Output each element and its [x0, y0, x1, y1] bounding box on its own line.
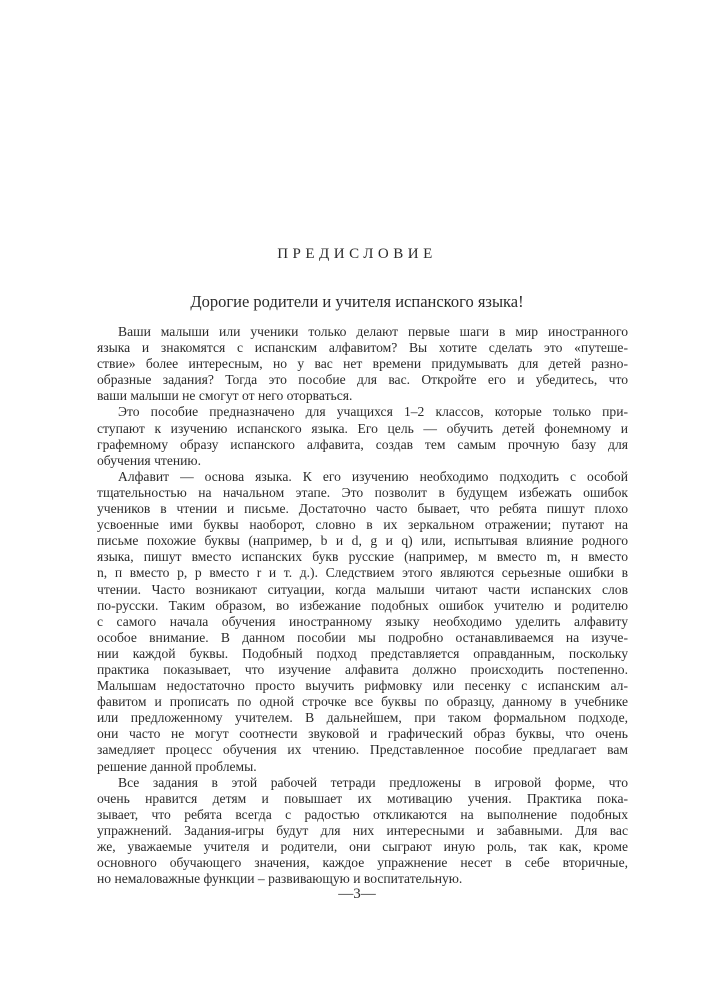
text-line: Все задания в этой рабочей тетради предложены в игровой форме, что: [118, 774, 628, 790]
text-line: особое внимание. В данном пособии мы подробно останавливаемся на изуче-: [97, 629, 628, 645]
text-line: же, уважаемые учителя и родители, они сыграют иную роль, так как, кроме: [97, 839, 628, 854]
text-line: ствие» более интересным, но у вас нет времени придумывать для детей разно-: [97, 356, 628, 372]
text-line: нии каждой буквы. Подобный подход представляется оправданным, поскольку: [97, 645, 628, 661]
text-line: но немаловажные функции – развивающую и воспитательную.: [97, 871, 463, 887]
text-line: Алфавит — основа языка. К его изучению необходимо подходить с особой: [118, 468, 628, 484]
text-line: языка и знакомятся с испанским алфавитом? Вы хотите сделать это «путеше-: [97, 340, 628, 356]
page-number: —3—: [338, 886, 376, 902]
text-line: ваши малыши не смогут от него оторваться.: [97, 388, 353, 404]
text-line: Ваши малыши или ученики только делают первые шаги в мир иностранного: [118, 324, 628, 339]
page-heading: ПРЕДИСЛОВИЕ: [277, 246, 437, 262]
paragraph: [97, 324, 628, 404]
text-line: основного обучающего значения, каждое упражнение несет в себе вторичные,: [97, 855, 628, 871]
text-line: образные задания? Тогда это пособие для вас. Откройте его и убедитесь, что: [97, 372, 628, 388]
page-subtitle: Дорогие родители и учителя испанского языка!: [190, 292, 524, 311]
text-line: письме похожие буквы (например, b и d, g и q) или, испытывая влияние родного: [97, 533, 628, 549]
text-line: обучения чтению.: [97, 452, 201, 468]
paragraph: [97, 469, 628, 775]
text-line: замедляет процесс обучения их чтению. Представленное пособие предлагает вам: [97, 742, 628, 758]
text-line: языка, пишут вместо испанских букв русские (например, м вместо m, н вместо: [97, 549, 628, 565]
text-line: по-русски. Таким образом, во избежание подобных ошибок учителю и родителю: [97, 597, 628, 613]
text-line: графемному образу испанского алфавита, создав тем самым прочную базу для: [97, 436, 628, 452]
paragraph: [97, 775, 628, 888]
text-line: n, п вместо p, р вместо r и т. д.). Следствием этого являются серьезные ошибки в: [97, 565, 628, 581]
text-line: с самого начала обучения иностранному языку необходимо уделить алфавиту: [97, 613, 628, 629]
text-line: зывает, что ребята всегда с радостью откликаются на выполнение подобных: [97, 806, 628, 822]
text-line: тщательностью на начальном этапе. Это позволит в будущем избежать ошибок: [97, 484, 628, 500]
text-line: практика показывает, что изучение алфавита должно происходить постепенно.: [97, 661, 628, 677]
text-line: Это пособие предназначено для учащихся 1–2 классов, которые только при-: [118, 404, 628, 420]
text-line: фавитом и прописать по одной строчке все буквы по образцу, данному в учебнике: [97, 694, 628, 710]
text-line: чтении. Часто возникают ситуации, когда малыши читают части испанских слов: [97, 581, 628, 597]
text-line: решение данной проблемы.: [97, 758, 257, 774]
text-line: ступают к изучению испанского языка. Его цель — обучить детей фонемному и: [97, 420, 628, 436]
body-text: [97, 324, 628, 887]
text-line: или предложенному учителем. В дальнейшем, при таком формальном подходе,: [97, 710, 628, 726]
text-line: упражнений. Задания-игры будут для них интересными и забавными. Для вас: [97, 822, 628, 838]
text-line: учеников в чтении и письме. Достаточно часто бывает, что ребята пишут плохо: [97, 501, 628, 517]
text-line: очень нравится детям и повышает их мотивацию учения. Практика пока-: [97, 790, 628, 806]
text-line: они часто не могут соотнести звуковой и графический образ буквы, что очень: [97, 726, 628, 742]
text-line: Малышам недостаточно просто выучить рифмовку или песенку с испанским ал-: [97, 678, 628, 694]
paragraph: [97, 404, 628, 468]
text-line: усвоенные ими буквы наоборот, словно в их зеркальном отражении; путают на: [97, 517, 628, 533]
